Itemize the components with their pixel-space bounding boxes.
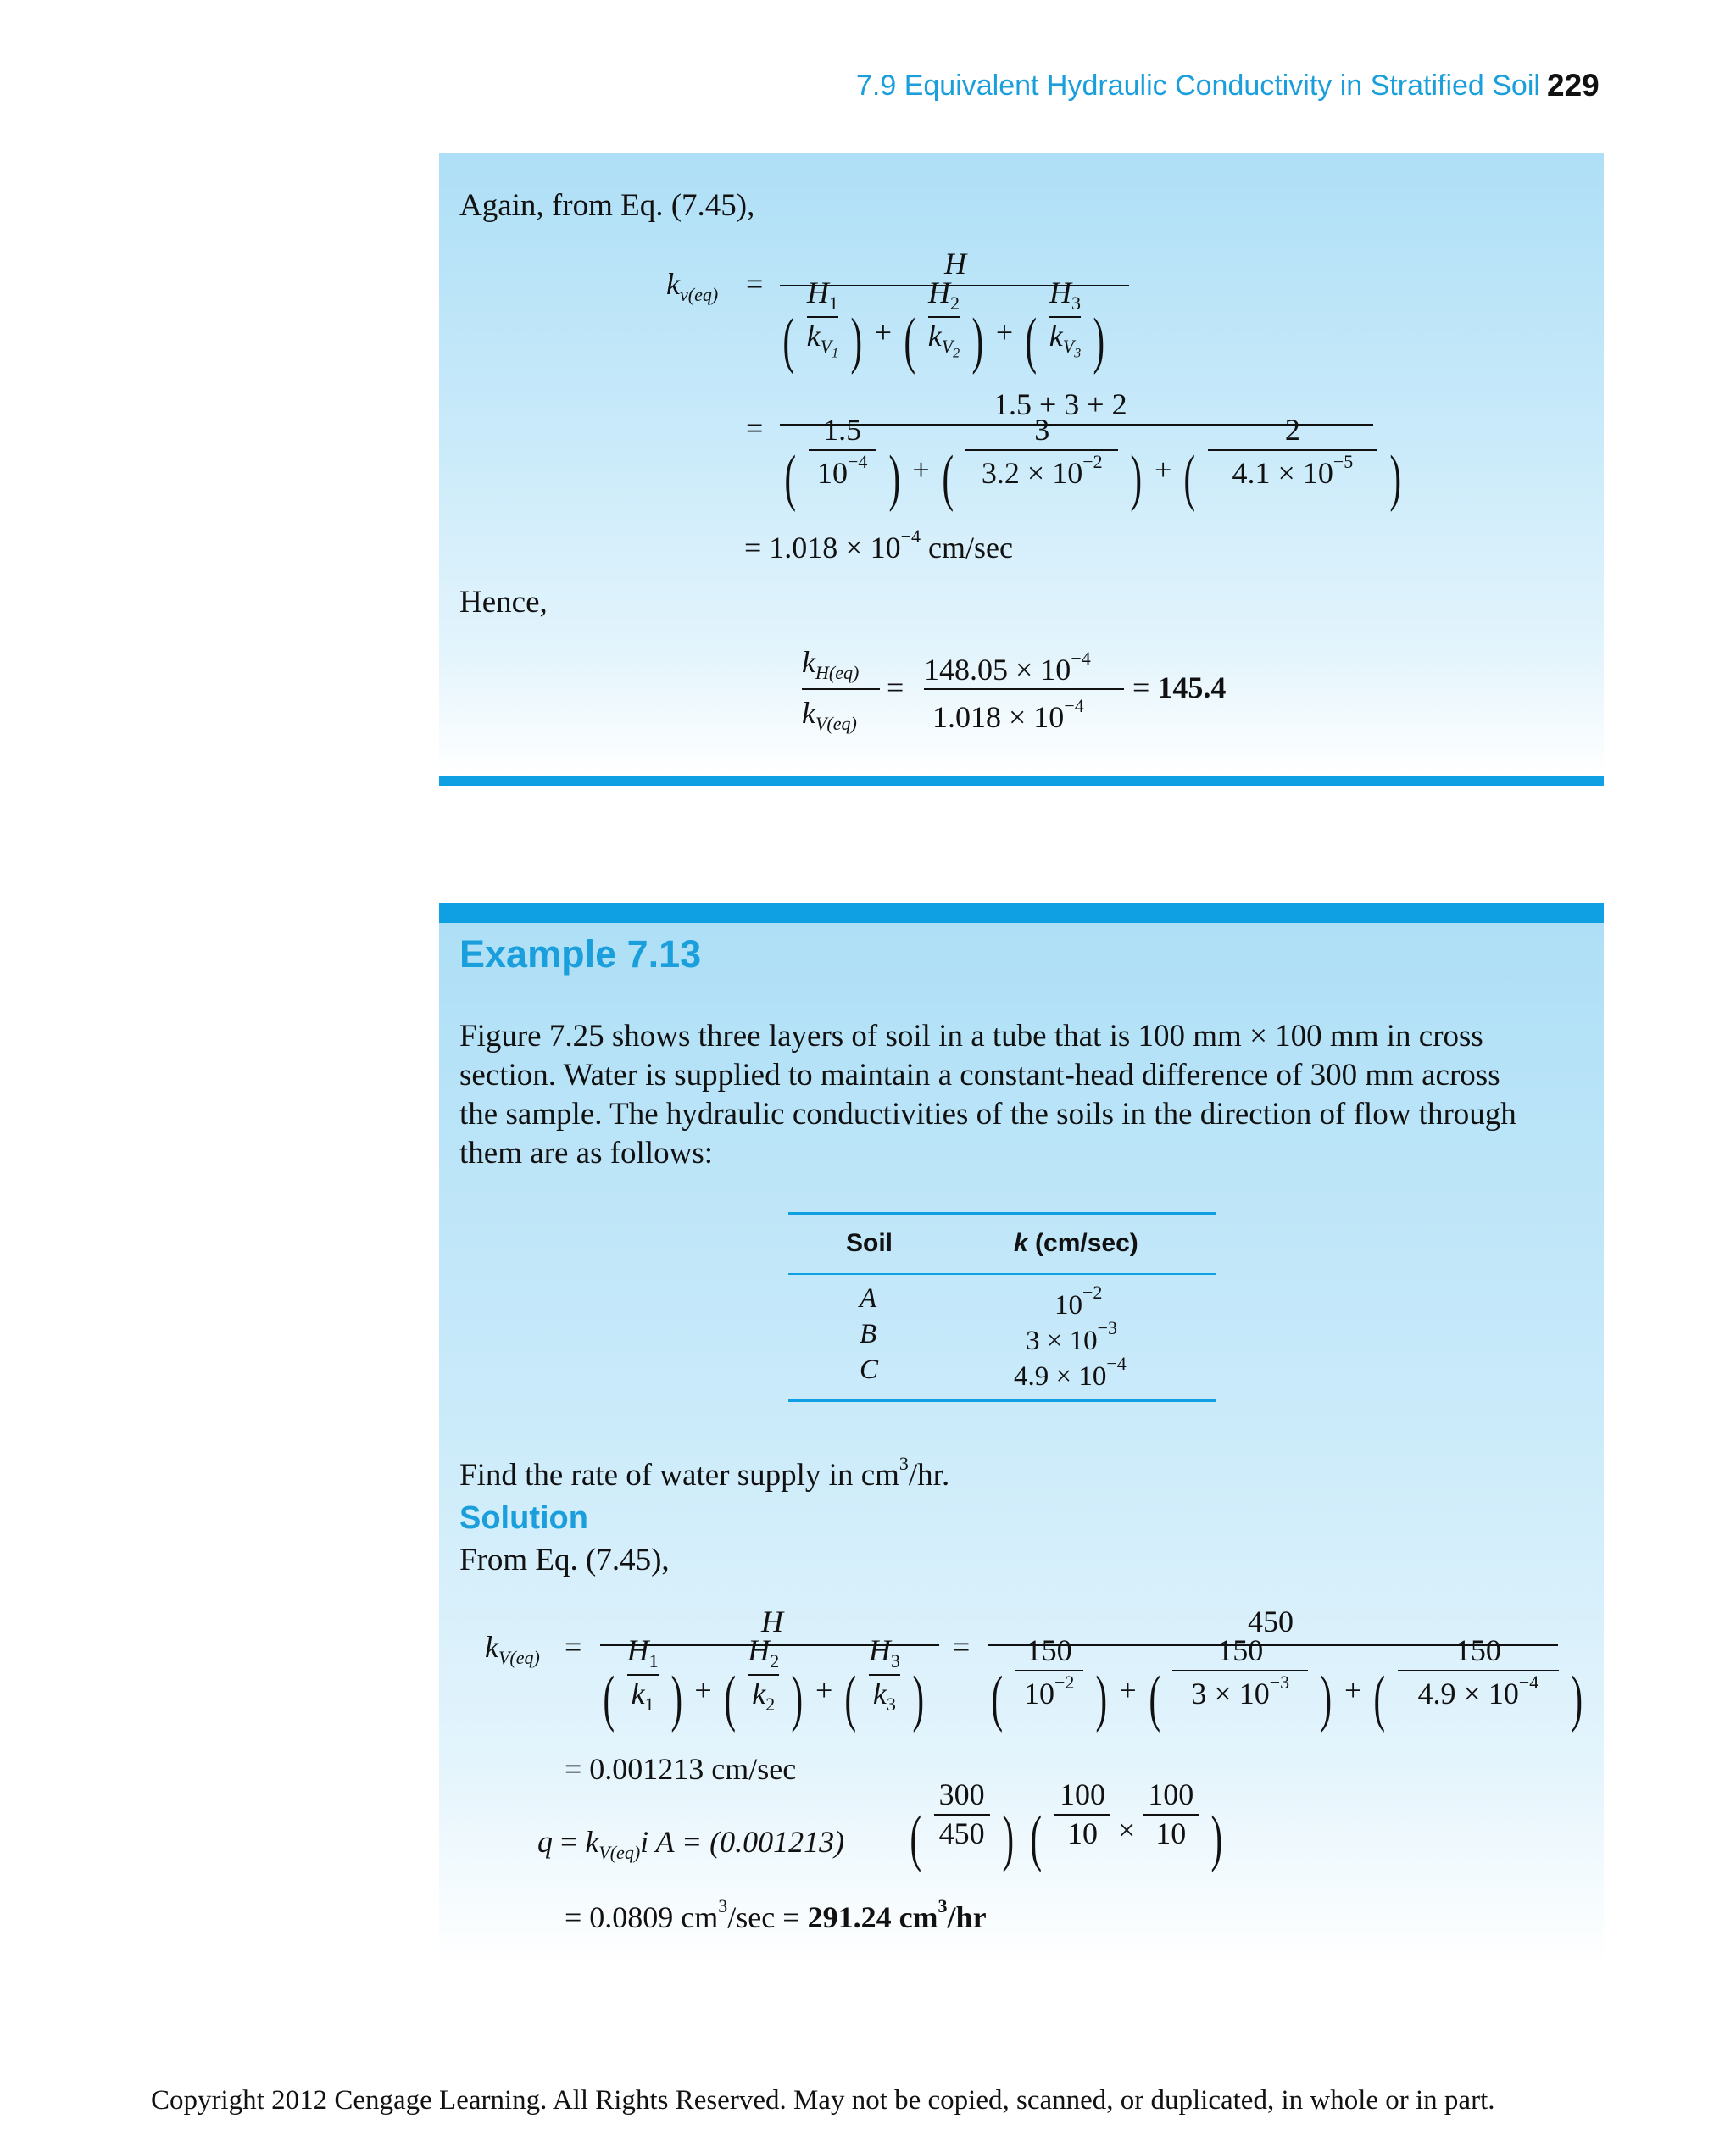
table-row-k: $4.9 \times 10^{-4}$ — [1014, 1353, 1127, 1392]
numeric-numerator: 1.5 + 3 + 2 — [993, 387, 1127, 421]
from-eq-text: From Eq. (7.45), — [459, 1543, 670, 1577]
paragraph-line: the sample. The hydraulic conductivities of the soils in the direction of flow through — [459, 1097, 1516, 1132]
sol-kv-result: = 0.001213 cm/sec — [565, 1752, 797, 1786]
ratio-numerator: $k_{H(eq)}$ — [802, 645, 860, 683]
kv-eq-lhs: $k_{v(eq)}$ — [666, 267, 719, 305]
table-row-soil: C — [860, 1354, 879, 1385]
sol-kv-lhs: $k_{V(eq)}$ — [485, 1630, 540, 1668]
running-head: 7.9 Equivalent Hydraulic Conductivity in Stratified Soil — [856, 70, 1540, 102]
table-row-k: $10^{-2}$ — [1054, 1282, 1103, 1321]
table-header-soil: Soil — [846, 1229, 893, 1257]
copyright-notice: Copyright 2012 Cengage Learning. All Rights Reserved. May not be copied, scanned, or duplicated, in whole or in part. — [151, 2085, 1495, 2116]
equals-sign: = — [746, 267, 764, 301]
final-result: = 0.0809 $cm^3/\sec = 291.24$ $cm^3/hr$ — [565, 1895, 987, 1934]
example-paragraph — [459, 1017, 1595, 1173]
equals-sign-3: = — [887, 670, 904, 704]
intro-text: Again, from Eq. (7.45), — [459, 188, 755, 223]
q-factors: ( $\frac{300}{450}$ ) ( $\frac{100}{10}$ × $\frac{100}{10}$ ) — [910, 1777, 1223, 1873]
sol-numerator-450: 450 — [1248, 1605, 1294, 1638]
solution-title: Solution — [459, 1500, 588, 1536]
ratio-value-denominator: $1.018 \times 10^{-4}$ — [932, 695, 1084, 734]
ratio-fraction-bar — [802, 688, 880, 690]
table-bottom-rule — [788, 1399, 1216, 1402]
q-equation: $q = k_{V(eq)}i$ A = (0.001213) — [537, 1825, 845, 1863]
formula-denominator: ( $H_1$ $k_{V_1}$ ) + ( $H_2$ $k_{V_2}$ ) + ( $H_3$ $k_{V_3}$ ) — [782, 275, 1105, 375]
ratio-value-fraction-bar — [924, 688, 1124, 690]
ratio-value-numerator: $148.05 \times 10^{-4}$ — [924, 648, 1091, 687]
equals-sign-4: = — [565, 1630, 582, 1664]
table-top-rule — [788, 1212, 1216, 1215]
hence-text: Hence, — [459, 585, 548, 620]
paragraph-line: them are as follows: — [459, 1136, 713, 1171]
sol-denominator: ( $H_1$ $k_1$ ) + ( $H_2$ $k_2$ ) + ( $H_3$ $k_3$ ) — [603, 1633, 925, 1733]
paragraph-line: Figure 7.25 shows three layers of soil in a tube that is 100 mm × 100 mm in cross — [459, 1019, 1483, 1054]
equals-sign-5: = — [953, 1630, 971, 1664]
ratio-denominator: $k_{V(eq)}$ — [802, 696, 857, 734]
sol-numeric-denominator: ( $\frac{150}{10^{-2}}$ ) + ( $\frac{150}{3 \times 10^{-3}}$ ) + ( $\frac{150}{4.9 \times 10^{-4}}$ ) — [991, 1633, 1583, 1733]
example-title: Example 7.13 — [459, 932, 702, 976]
formula-numerator-H: H — [944, 247, 966, 281]
example-top-rule — [439, 903, 1604, 923]
paragraph-line: section. Water is supplied to maintain a constant-head difference of 300 mm across — [459, 1058, 1500, 1093]
table-row-k: $3 \times 10^{-3}$ — [1026, 1317, 1118, 1356]
table-row-soil: B — [860, 1319, 877, 1349]
table-header-k: k (cm/sec) — [1014, 1229, 1138, 1257]
numeric-denominator: ( $\frac{1.5}{10^{-4}}$ ) + ( $\frac{3}{3.2 \times 10^{-2}}$ ) + ( $\frac{2}{4.1 \times 10^{-5}}$ ) — [784, 413, 1402, 513]
sol-numerator-H: H — [761, 1605, 783, 1638]
box-bottom-rule — [439, 776, 1604, 786]
table-row-soil: A — [860, 1283, 877, 1314]
find-text: Find the rate of water supply in $cm^3/hr$. — [459, 1453, 950, 1493]
kv-result: = $1.018 \times 10^{-4}$ cm/sec — [744, 526, 1013, 565]
ratio-result: = 145.4 — [1132, 670, 1227, 704]
equals-sign-2: = — [746, 411, 764, 445]
table-header-rule — [788, 1273, 1216, 1275]
page-number: 229 — [1547, 68, 1600, 103]
